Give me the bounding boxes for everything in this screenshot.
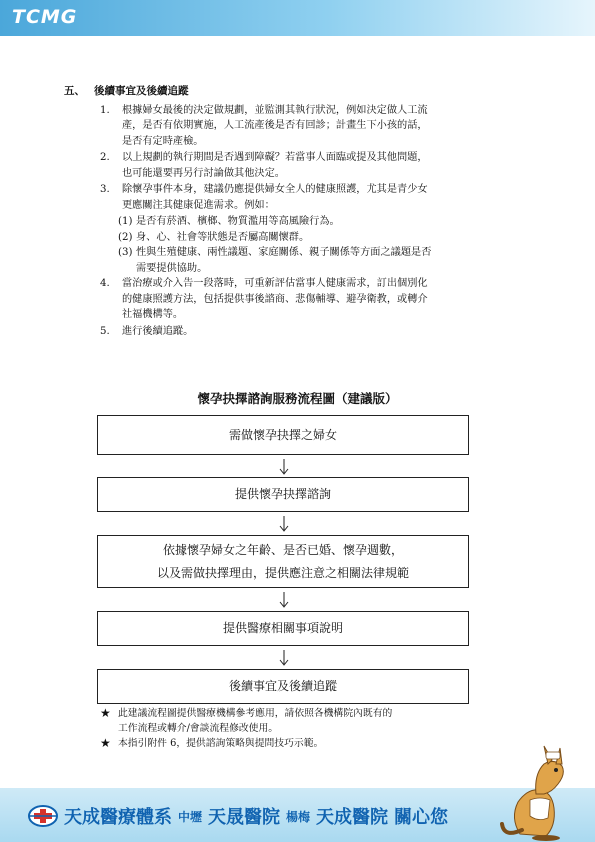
- sub-item: [64, 245, 504, 276]
- sub-item-line: 需要提供協助。: [136, 262, 208, 274]
- item-line: 更應關注其健康促進需求。例如：: [122, 199, 275, 211]
- flow-step-text: 後續事宜及後續追蹤: [228, 679, 337, 693]
- section-title-text: 後續事宜及後續追蹤: [94, 85, 189, 97]
- down-arrow-icon: [276, 458, 292, 476]
- header-brand: TCMG: [12, 6, 78, 28]
- footer-hospital: 天成醫院: [316, 807, 389, 828]
- footer-banner: [28, 803, 448, 829]
- flow-step-box: [97, 611, 469, 646]
- footer-org: 天成醫療體系: [64, 807, 172, 828]
- down-arrow-icon: [276, 591, 292, 609]
- sub-item-number: (3): [118, 247, 133, 258]
- item-line: 也可能還要再另行討論做其他決定。: [122, 167, 285, 179]
- item-number: 2.: [100, 152, 110, 163]
- down-arrow-icon: [276, 515, 292, 533]
- item-line: 產，是否有依期實施，人工流產後是否有回診；計畫生下小孩的話，: [122, 120, 428, 131]
- item-number: 4.: [100, 278, 110, 289]
- item-number: 1.: [100, 104, 110, 116]
- sub-item: [64, 214, 504, 230]
- sub-item-number: (2): [118, 231, 133, 243]
- item-line: 是否有定時產檢。: [122, 135, 204, 147]
- section-follow-up: [64, 84, 504, 340]
- item-line: 根據婦女最後的決定做規劃，並監測其執行狀況，例如決定做人工流: [122, 104, 428, 116]
- star-icon: ★: [100, 736, 111, 750]
- footer-location: 楊梅: [286, 809, 311, 824]
- footnote-line: 本指引附件 6，提供諮詢策略與提問技巧示範。: [118, 738, 324, 749]
- list-item: [64, 324, 504, 340]
- flowchart-title: 懷孕抉擇諮詢服務流程圖（建議版）: [197, 391, 398, 406]
- item-line: 除懷孕事件本身，建議仍應提供婦女全人的健康照護，尤其是青少女: [122, 184, 428, 195]
- footnote-line: 工作流程或轉介/會談流程修改使用。: [118, 723, 279, 734]
- flow-step-text: 需做懷孕抉擇之婦女: [228, 427, 337, 442]
- kangaroo-nurse-mascot-icon: [500, 738, 590, 842]
- item-line: 以上規劃的執行期間是否遇到障礙？若當事人面臨或提及其他問題，: [122, 152, 428, 163]
- sub-item-line: 是否有菸酒、檳榔、物質濫用等高風險行為。: [136, 216, 340, 227]
- list-item: [64, 182, 504, 213]
- list-item: [64, 276, 504, 323]
- footnote-line: 此建議流程圖提供醫療機構參考應用，請依照各機構院內既有的: [118, 708, 393, 719]
- sub-item-number: (1): [118, 216, 133, 227]
- flow-step-text: 依據懷孕婦女之年齡、是否已婚、懷孕週數，: [162, 542, 403, 557]
- flow-step-box: [97, 415, 469, 455]
- list-item: [64, 103, 504, 150]
- section-title: [64, 84, 504, 100]
- item-number: 5.: [100, 325, 110, 337]
- star-icon: ★: [100, 706, 111, 720]
- flow-step-box: [97, 477, 469, 512]
- sub-item-line: 性與生殖健康、兩性議題、家庭關係、親子關係等方面之議題是否: [136, 247, 432, 258]
- item-number: 3.: [100, 184, 110, 195]
- flow-step-box: [97, 669, 469, 704]
- footnote: [98, 736, 498, 751]
- item-line: 社福機構等。: [122, 309, 184, 320]
- footer-hospital: 天晟醫院: [208, 807, 281, 828]
- footer-slogan: 關心您: [394, 807, 449, 828]
- list-item: [64, 150, 504, 181]
- footer-location: 中壢: [178, 809, 203, 824]
- sub-item-line: 身、心、社會等狀態是否屬高關懷群。: [136, 231, 310, 243]
- flow-step-text: 提供懷孕抉擇諮詢: [234, 487, 331, 501]
- down-arrow-icon: [276, 649, 292, 667]
- footnote: [98, 706, 498, 736]
- page-header: [0, 0, 595, 36]
- item-line: 的健康照護方法，包括提供事後諮商、悲傷輔導、避孕衛教，或轉介: [122, 293, 428, 305]
- flow-step-text: 以及需做抉擇理由，提供應注意之相關法律規範: [156, 565, 409, 580]
- item-line: 當治療或介入告一段落時，可重新評估當事人健康需求，訂出個別化: [122, 278, 428, 289]
- flow-step-box: [97, 535, 469, 588]
- section-number: 五、: [64, 85, 85, 97]
- hospital-logo-icon: [28, 805, 58, 827]
- item-line: 進行後續追蹤。: [122, 325, 194, 337]
- flow-step-text: 提供醫療相關事項說明: [222, 621, 343, 635]
- footnotes: [98, 706, 498, 751]
- sub-item: [64, 230, 504, 246]
